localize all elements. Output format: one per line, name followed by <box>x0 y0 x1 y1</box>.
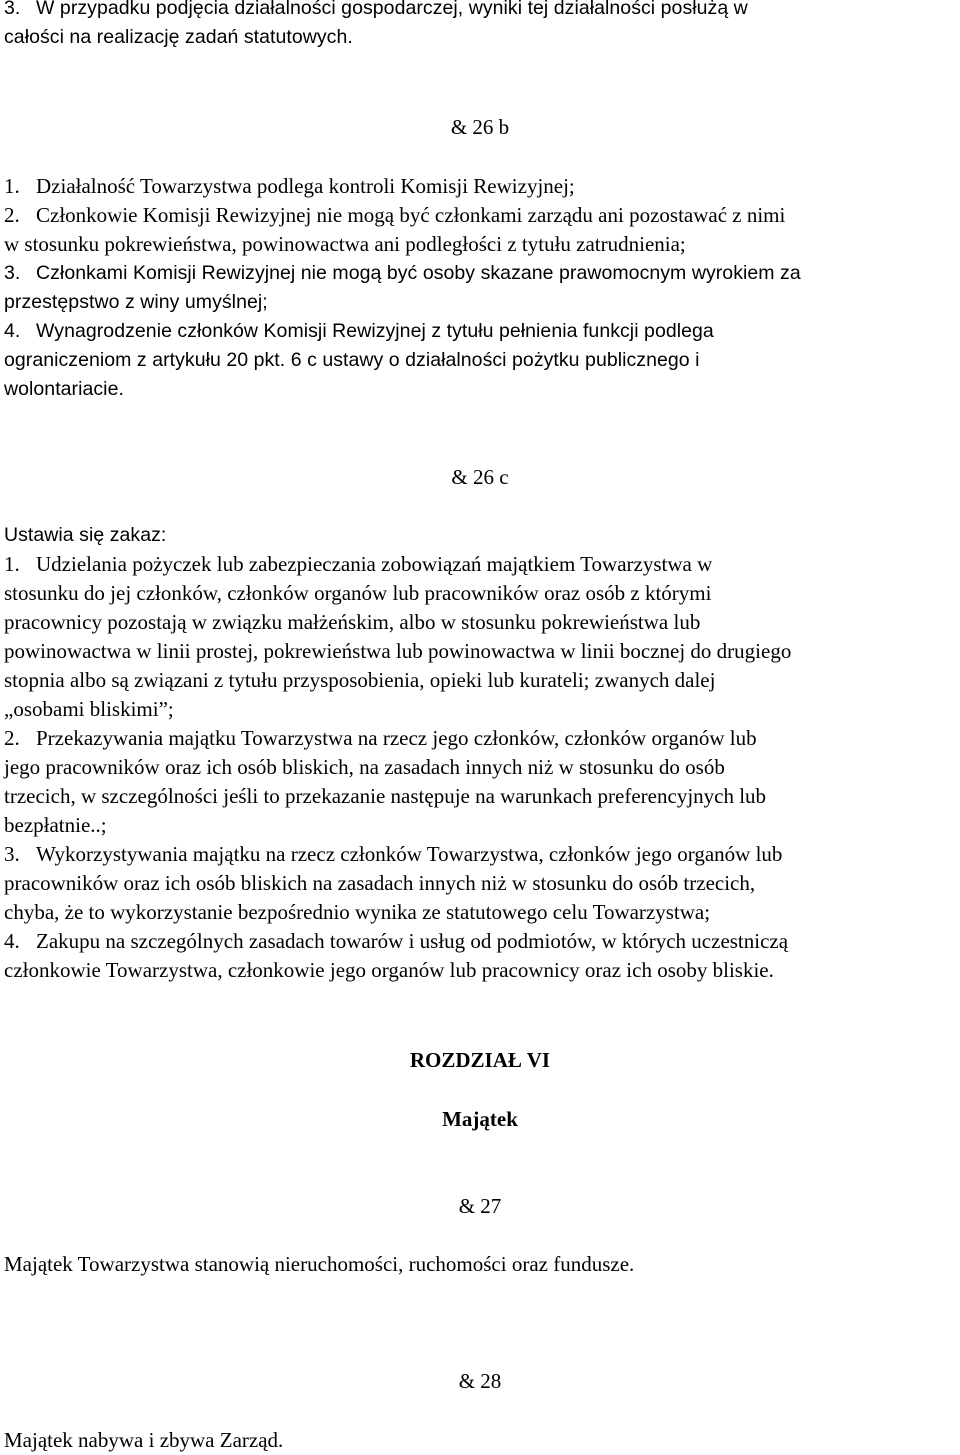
art26c-item2-line2: jego pracowników oraz ich osób bliskich, na zasadach innych niż w stosunku do osób <box>4 755 725 779</box>
list-number: 1. <box>4 174 20 198</box>
art27-heading: & 27 <box>458 1194 502 1218</box>
list-number: 4. <box>4 320 21 342</box>
art26b-item4-line2: ograniczeniom z artykułu 20 pkt. 6 c ustawy o działalności pożytku publicznego i <box>4 349 700 371</box>
art26b-item3-line2: przestępstwo z winy umyślnej; <box>4 291 268 313</box>
list-number: 2. <box>4 726 20 750</box>
art26c-item4-line1: 4. Zakupu na szczególnych zasadach towarów i usług od podmiotów, w których uczestniczą <box>4 927 788 956</box>
list-number: 3. <box>4 0 21 19</box>
chapter-title: ROZDZIAŁ VI <box>409 1048 551 1072</box>
chapter-subtitle: Majątek <box>442 1107 518 1131</box>
art26c-item1-line4: powinowactwa w linii prostej, pokrewieństwa lub powinowactwa w linii bocznej do drugiego <box>4 639 792 663</box>
art26c-item2-line1: 2. Przekazywania majątku Towarzystwa na rzecz jego członków, członków organów lub <box>4 724 757 753</box>
art26c-item3-line3: chyba, że to wykorzystanie bezpośrednio wynika ze statutowego celu Towarzystwa; <box>4 900 711 924</box>
art26c-item4-line2: członkowie Towarzystwa, członkowie jego organów lub pracownicy oraz ich osoby bliskie. <box>4 958 774 982</box>
art26c-item1-line3: pracownicy pozostają w związku małżeńskim, albo w stosunku pokrewieństwa lub <box>4 610 701 634</box>
art26c-heading: & 26 c <box>451 465 509 489</box>
list-number: 1. <box>4 552 20 576</box>
art26c-item1-line6: „osobami bliskimi”; <box>4 697 174 721</box>
art26b-item4-line3: wolontariacie. <box>4 378 124 400</box>
art26c-item2-line4: bezpłatnie..; <box>4 813 107 837</box>
art26b-item2-line2: w stosunku pokrewieństwa, powinowactwa ani podległości z tytułu zatrudnienia; <box>4 232 686 256</box>
list-number: 4. <box>4 929 20 953</box>
art26c-item1-line2: stosunku do jej członków, członków organów lub pracowników oraz osób z którymi <box>4 581 712 605</box>
art28-heading: & 28 <box>458 1369 502 1393</box>
art26c-item2-line3: trzecich, w szczególności jeśli to przekazanie następuje na warunkach preferencyjnych lub <box>4 784 767 808</box>
list-number: 3. <box>4 262 21 284</box>
art26b-item4-line1: 4. Wynagrodzenie członków Komisji Rewizyjnej z tytułu pełnienia funkcji podlega <box>4 317 714 346</box>
art26c-item3-line2: pracowników oraz ich osób bliskich na zasadach innych niż w stosunku do osób trzecich, <box>4 871 756 895</box>
art26b-item2-line1: 2. Członkowie Komisji Rewizyjnej nie mogą być członkami zarządu ani pozostawać z nimi <box>4 201 785 230</box>
art26a-item3-line1: 3. W przypadku podjęcia działalności gospodarczej, wyniki tej działalności posłużą w <box>4 0 748 23</box>
art26b-heading: & 26 b <box>450 115 510 139</box>
art27-text: Majątek Towarzystwa stanowią nieruchomości, ruchomości oraz fundusze. <box>4 1252 635 1276</box>
art26a-item3-line2: całości na realizację zadań statutowych. <box>4 26 353 48</box>
art26b-item1: 1. Działalność Towarzystwa podlega kontroli Komisji Rewizyjnej; <box>4 172 575 201</box>
art26c-intro: Ustawia się zakaz: <box>4 524 167 546</box>
art26c-item1-line5: stopnia albo są związani z tytułu przysposobienia, opieki lub kurateli; zwanych dalej <box>4 668 716 692</box>
art28-text: Majątek nabywa i zbywa Zarząd. <box>4 1428 284 1452</box>
art26c-item3-line1: 3. Wykorzystywania majątku na rzecz członków Towarzystwa, członków jego organów lub <box>4 840 782 869</box>
list-number: 2. <box>4 203 20 227</box>
list-number: 3. <box>4 842 20 866</box>
art26c-item1-line1: 1. Udzielania pożyczek lub zabezpieczania zobowiązań majątkiem Towarzystwa w <box>4 550 712 579</box>
art26b-item3-line1: 3. Członkami Komisji Rewizyjnej nie mogą być osoby skazane prawomocnym wyrokiem za <box>4 259 801 288</box>
